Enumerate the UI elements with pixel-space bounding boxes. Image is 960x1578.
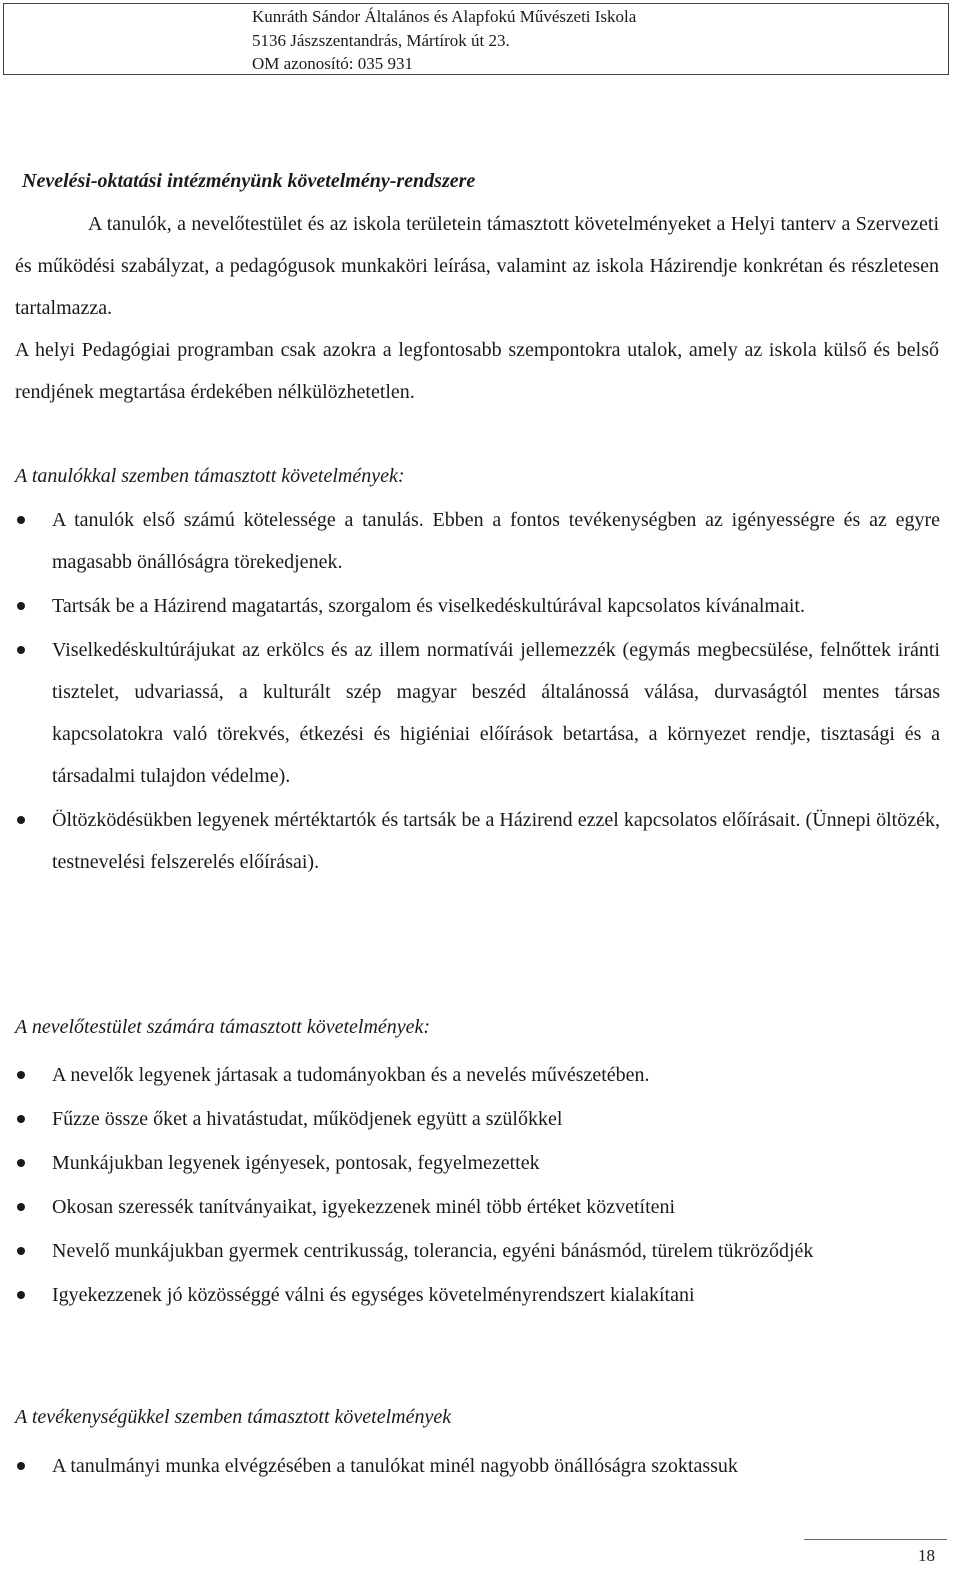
list-item-text: Tartsák be a Házirend magatartás, szorgalom és viselkedéskultúrával kapcsolatos kívánalmait.	[52, 595, 805, 617]
bullet-icon	[17, 1071, 25, 1079]
students-requirements-list	[0, 499, 940, 883]
bullet-icon	[17, 1203, 25, 1211]
list-item	[0, 799, 940, 883]
list-item	[0, 1445, 940, 1487]
list-item-text: Fűzze össze őket a hivatástudat, működjenek együtt a szülőkkel	[52, 1108, 563, 1130]
list-item-text: A tanulók első számú kötelessége a tanulás. Ebben a fontos tevékenységben az igényességre és az egyre magasabb önállóságra törekedjenek.	[52, 509, 940, 573]
list-item	[0, 585, 940, 627]
bullet-icon	[17, 602, 25, 610]
list-item-text: Viselkedéskultúrájukat az erkölcs és az illem normatívái jellemezzék (egymás megbecsülése, felnőttek iránti tisztelet, udvariassá, a kulturált szép magyar beszéd általánossá válása, durvaságtól mentes társas kapcsolatokra való törekvés, étkezési és higiéniai előírások betartása, a környezet rendje, tisztasági és a társadalmi tulajdon védelme).	[52, 639, 940, 787]
list-item	[0, 1274, 940, 1316]
header-address: 5136 Jászszentandrás, Mártírok út 23.	[252, 31, 510, 50]
list-item-text: Öltözködésükben legyenek mértéktartók és tartsák be a Házirend ezzel kapcsolatos előírásait. (Ünnepi öltözék, testnevelési felszerelés előírásai).	[52, 809, 940, 873]
page-number: 18	[918, 1546, 935, 1565]
bullet-icon	[17, 1247, 25, 1255]
list-item-text: A tanulmányi munka elvégzésében a tanulókat minél nagyobb önállóságra szoktassuk	[52, 1455, 738, 1477]
list-item-text: A nevelők legyenek jártasak a tudományokban és a nevelés művészetében.	[52, 1064, 650, 1086]
list-item	[0, 1054, 940, 1096]
list-item	[0, 1142, 940, 1184]
students-requirements-heading: A tanulókkal szemben támasztott követelmények:	[15, 465, 405, 487]
activities-requirements-list	[0, 1445, 940, 1487]
bullet-icon	[17, 1159, 25, 1167]
intro-paragraph-2: A helyi Pedagógiai programban csak azokra a legfontosabb szempontokra utalok, amely az iskola külső és belső rendjének megtartása érdekében nélkülözhetetlen.	[15, 339, 939, 403]
list-item	[0, 1230, 940, 1272]
teachers-requirements-heading: A nevelőtestület számára támasztott követelmények:	[15, 1016, 431, 1038]
bullet-icon	[17, 1115, 25, 1123]
bullet-icon	[17, 1291, 25, 1299]
header-school-name: Kunráth Sándor Általános és Alapfokú Művészeti Iskola	[252, 7, 637, 26]
list-item-text: Munkájukban legyenek igényesek, pontosak, fegyelmezettek	[52, 1152, 540, 1174]
teachers-requirements-list	[0, 1054, 940, 1318]
list-item-text: Igyekezzenek jó közösséggé válni és egységes követelményrendszert kialakítani	[52, 1284, 695, 1306]
list-item	[0, 1186, 940, 1228]
list-item-text: Okosan szeressék tanítványaikat, igyekezzenek minél több értéket közvetíteni	[52, 1196, 676, 1218]
bullet-icon	[17, 816, 25, 824]
list-item	[0, 499, 940, 583]
bullet-icon	[17, 646, 25, 654]
intro-paragraph-1: A tanulók, a nevelőtestület és az iskola területein támasztott követelményeket a Helyi tanterv a Szervezeti és működési szabályzat, a pedagógusok munkaköri leírása, valamint az iskola Házirendje konkrétan és részletesen tartalmazza.	[15, 213, 939, 319]
section-title: Nevelési-oktatási intézményünk követelmény-rendszere	[22, 170, 476, 192]
list-item	[0, 1098, 940, 1140]
header-om-id: OM azonosító: 035 931	[252, 54, 414, 73]
page-header	[3, 3, 949, 75]
footer-divider	[804, 1539, 947, 1540]
list-item-text: Nevelő munkájukban gyermek centrikusság, tolerancia, egyéni bánásmód, türelem tükröződjék	[52, 1240, 814, 1262]
bullet-icon	[17, 1462, 25, 1470]
activities-requirements-heading: A tevékenységükkel szemben támasztott követelmények	[15, 1406, 452, 1428]
list-item	[0, 629, 940, 797]
bullet-icon	[17, 516, 25, 524]
